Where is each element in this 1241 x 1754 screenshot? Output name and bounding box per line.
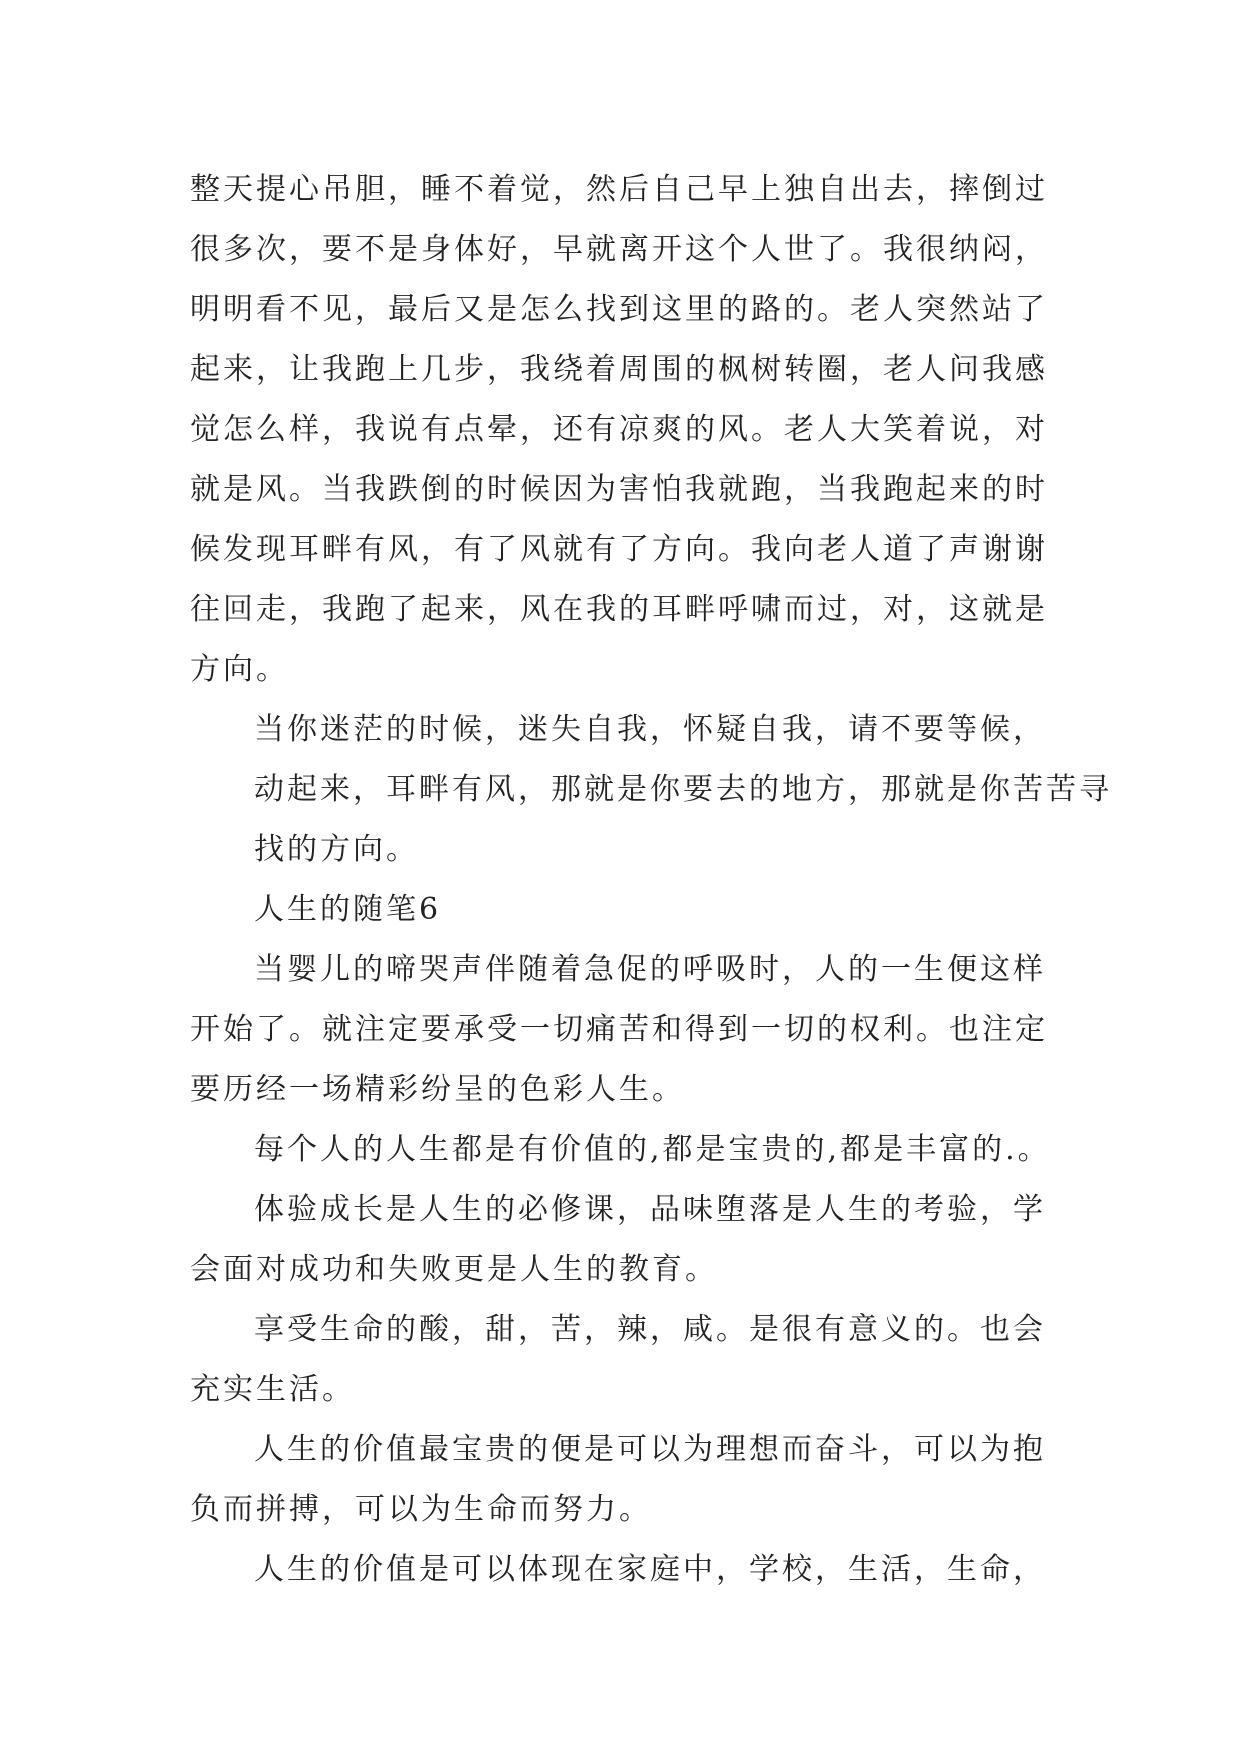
body-text <box>190 160 1112 1600</box>
text-line: 很多次，要不是身体好，早就离开这个人世了。我很纳闷， <box>190 232 1048 267</box>
text-line: 享受生命的酸，甜，苦，辣，咸。是很有意义的。也会 <box>254 1312 1046 1347</box>
paragraph <box>190 940 1070 1120</box>
text-line: 候发现耳畔有风，有了风就有了方向。我向老人道了声谢谢 <box>190 532 1048 567</box>
section-heading <box>190 880 1070 940</box>
paragraph <box>190 1300 1070 1420</box>
text-line: 要历经一场精彩纷呈的色彩人生。 <box>190 1072 685 1107</box>
paragraph <box>190 1420 1070 1540</box>
text-line: 每个人的人生都是有价值的,都是宝贵的,都是丰富的.。 <box>254 1132 1051 1167</box>
text-line: 当婴儿的啼哭声伴随着急促的呼吸时，人的一生便这样 <box>254 952 1046 987</box>
paragraph <box>190 1120 1070 1180</box>
text-line: 整天提心吊胆，睡不着觉，然后自己早上独自出去，摔倒过 <box>190 172 1048 207</box>
text-line: 找的方向。 <box>254 832 419 867</box>
heading-line: 人生的随笔6 <box>254 892 442 927</box>
text-line: 往回走，我跑了起来，风在我的耳畔呼啸而过，对，这就是 <box>190 592 1048 627</box>
text-line: 人生的价值是可以体现在家庭中，学校，生活，生命， <box>254 1552 1046 1587</box>
paragraph <box>190 160 1070 700</box>
paragraph <box>190 1180 1070 1300</box>
text-line: 动起来，耳畔有风，那就是你要去的地方，那就是你苦苦寻 <box>254 772 1112 807</box>
paragraph <box>190 1540 1070 1600</box>
text-line: 会面对成功和失败更是人生的教育。 <box>190 1252 718 1287</box>
text-line: 方向。 <box>190 652 289 687</box>
text-line: 当你迷茫的时候，迷失自我，怀疑自我，请不要等候， <box>254 712 1046 747</box>
paragraph <box>190 700 1112 880</box>
text-line: 明明看不见，最后又是怎么找到这里的路的。老人突然站了 <box>190 292 1048 327</box>
text-line: 人生的价值最宝贵的便是可以为理想而奋斗，可以为抱 <box>254 1432 1046 1467</box>
text-line: 充实生活。 <box>190 1372 355 1407</box>
text-line: 就是风。当我跌倒的时候因为害怕我就跑，当我跑起来的时 <box>190 472 1048 507</box>
text-line: 觉怎么样，我说有点晕，还有凉爽的风。老人大笑着说，对 <box>190 412 1048 447</box>
text-line: 开始了。就注定要承受一切痛苦和得到一切的权利。也注定 <box>190 1012 1048 1047</box>
text-line: 负而拼搏，可以为生命而努力。 <box>190 1492 652 1527</box>
text-line: 体验成长是人生的必修课，品味堕落是人生的考验，学 <box>254 1192 1046 1227</box>
text-line: 起来，让我跑上几步，我绕着周围的枫树转圈，老人问我感 <box>190 352 1048 387</box>
